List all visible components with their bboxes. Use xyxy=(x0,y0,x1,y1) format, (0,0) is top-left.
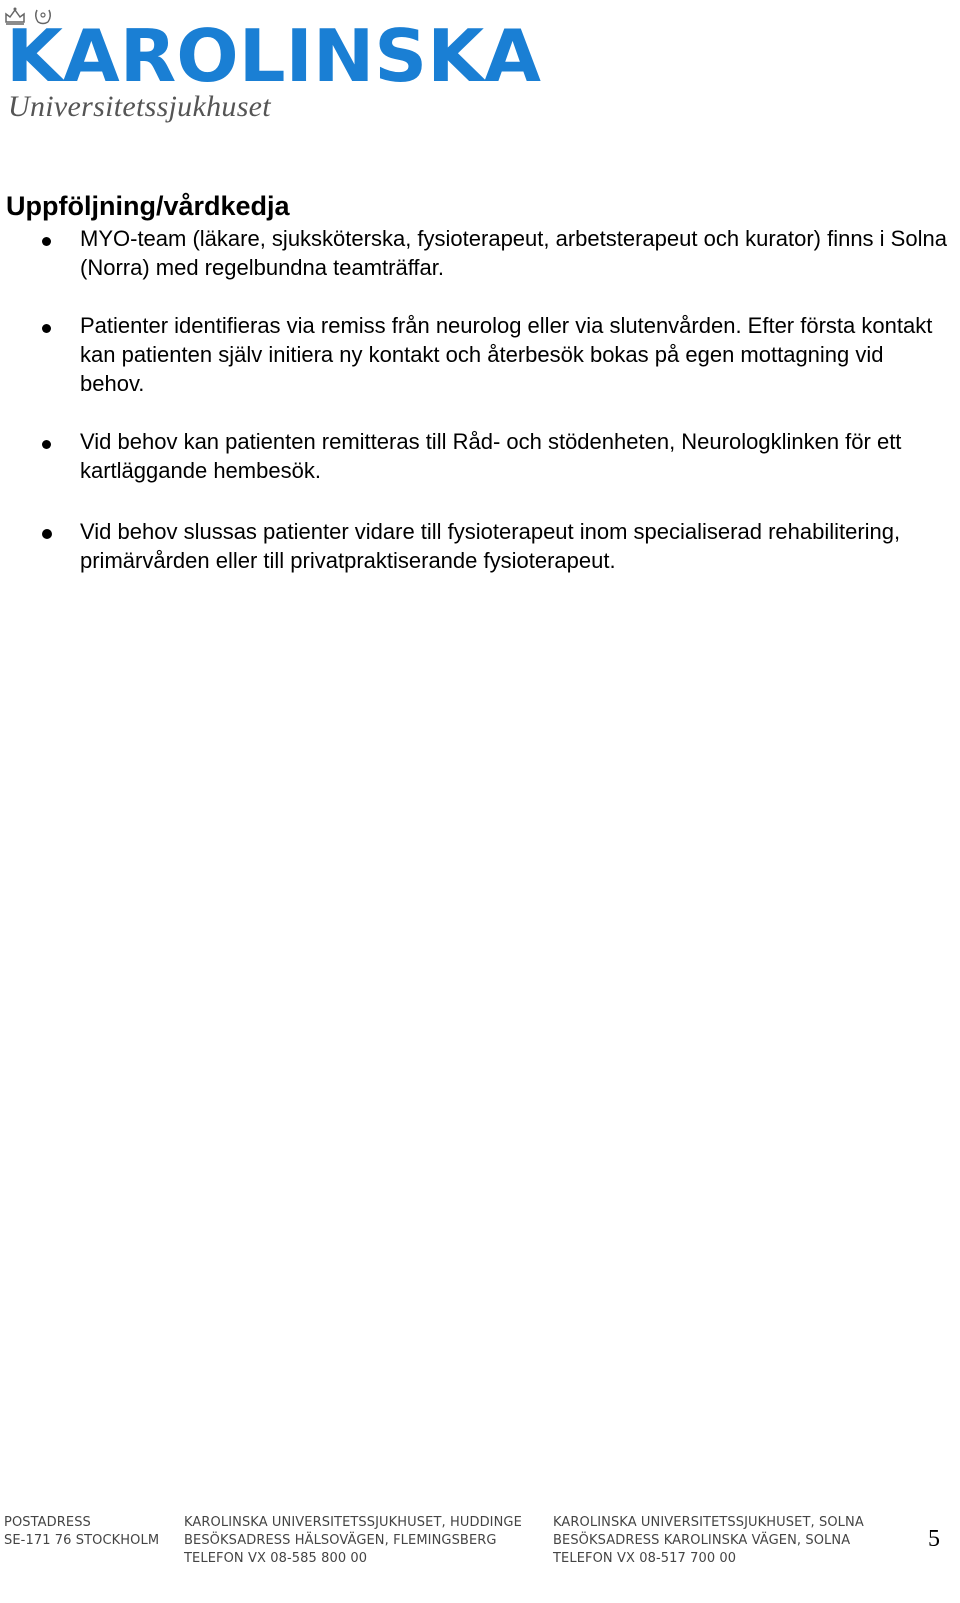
bullet-icon xyxy=(42,237,51,246)
list-item-text: Vid behov slussas patienter vidare till fysioterapeut inom specialiserad rehabilitering, primärvården eller till privatpraktiserande fysioterapeut. xyxy=(80,519,901,573)
footer-text: KAROLINSKA UNIVERSITETSSJUKHUSET, SOLNA xyxy=(553,1515,864,1530)
footer-text: TELEFON VX 08-585 800 00 xyxy=(184,1551,368,1566)
list-item-text: Patienter identifieras via remiss från neurolog eller via slutenvården. Efter första kontakt kan patienten själv initiera ny kontakt och återbesök bokas på egen mottagning vid behov. xyxy=(80,313,933,396)
bullet-icon xyxy=(42,440,51,449)
footer-postal-address xyxy=(4,1514,159,1550)
footer-text: TELEFON VX 08-517 700 00 xyxy=(553,1551,737,1566)
logo-subtitle: Universitetssjukhuset xyxy=(8,90,271,123)
bullet-icon xyxy=(42,324,51,333)
list-item-text: Vid behov kan patienten remitteras till Råd- och stödenheten, Neurologklinken för ett kartläggande hembesök. xyxy=(80,429,902,483)
footer-text: BESÖKSADRESS KAROLINSKA VÄGEN, SOLNA xyxy=(553,1533,851,1548)
footer-solna xyxy=(553,1514,864,1568)
footer-text: POSTADRESS xyxy=(4,1515,91,1530)
section-heading: Uppföljning/vårdkedja xyxy=(6,191,290,221)
footer-text: BESÖKSADRESS HÄLSOVÄGEN, FLEMINGSBERG xyxy=(184,1533,497,1548)
page-number: 5 xyxy=(928,1526,940,1552)
list-item-text: MYO-team (läkare, sjuksköterska, fysioterapeut, arbetsterapeut och kurator) finns i Solna (Norra) med regelbundna teamträffar. xyxy=(80,226,947,280)
page-footer xyxy=(0,1514,960,1603)
footer-huddinge xyxy=(184,1514,522,1568)
bullet-icon xyxy=(42,529,52,539)
footer-text: KAROLINSKA UNIVERSITETSSJUKHUSET, HUDDINGE xyxy=(184,1515,522,1530)
karolinska-logo xyxy=(4,4,541,124)
footer-text: SE-171 76 STOCKHOLM xyxy=(4,1533,160,1548)
logo-wordmark: KAROLINSKA xyxy=(6,14,541,98)
